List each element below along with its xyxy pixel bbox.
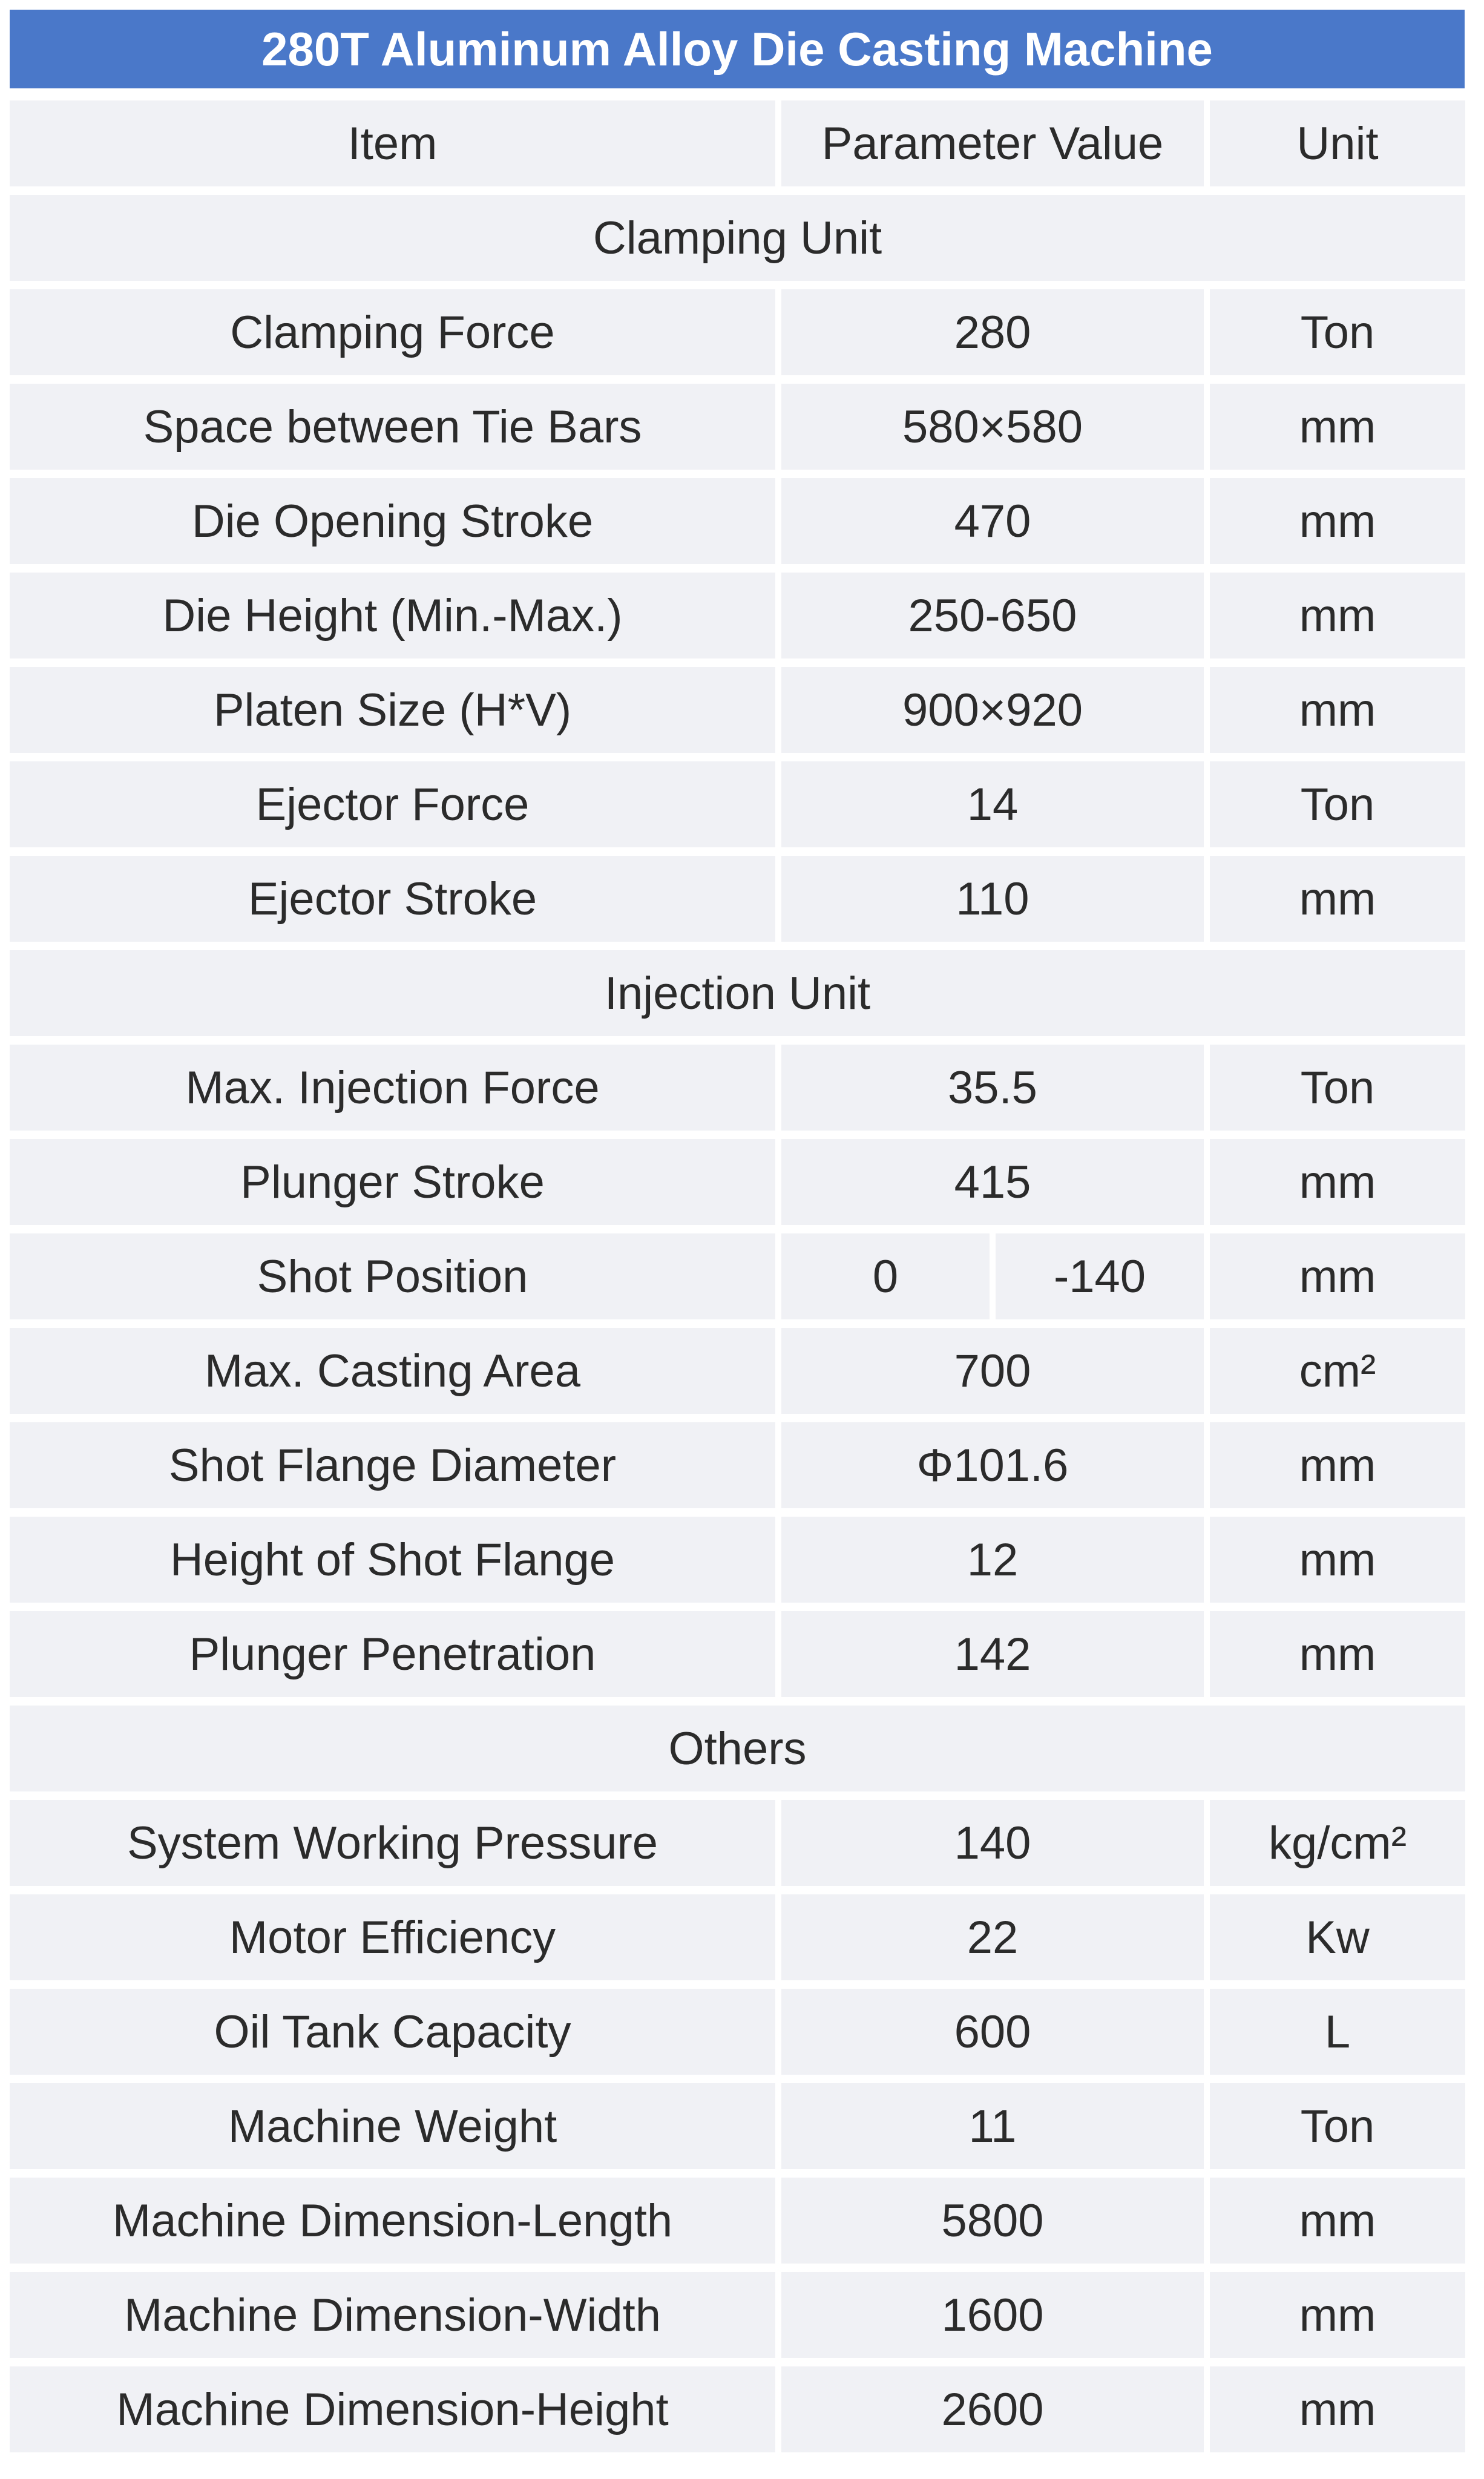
row-value: Φ101.6	[781, 1422, 1204, 1508]
row-unit: cm²	[1210, 1328, 1465, 1414]
row-unit: mm	[1210, 1422, 1465, 1508]
row-item: Machine Weight	[10, 2083, 775, 2169]
row-item: Machine Dimension-Width	[10, 2272, 775, 2358]
row-unit: Ton	[1210, 289, 1465, 375]
row-value: 5800	[781, 2178, 1204, 2264]
row-item: Die Opening Stroke	[10, 478, 775, 564]
spec-sheet	[10, 10, 1465, 2452]
spec-table	[10, 100, 1465, 2452]
row-unit: L	[1210, 1989, 1465, 2075]
header-item: Item	[10, 100, 775, 186]
row-item: Ejector Force	[10, 761, 775, 847]
row-value: 250-650	[781, 573, 1204, 658]
header-parameter-value: Parameter Value	[781, 100, 1204, 186]
row-item: Plunger Stroke	[10, 1139, 775, 1225]
header-unit: Unit	[1210, 100, 1465, 186]
row-unit: mm	[1210, 2366, 1465, 2452]
row-value: 2600	[781, 2366, 1204, 2452]
row-unit: mm	[1210, 2272, 1465, 2358]
row-item: Space between Tie Bars	[10, 384, 775, 470]
row-item: System Working Pressure	[10, 1800, 775, 1886]
row-unit: mm	[1210, 667, 1465, 753]
row-unit: mm	[1210, 1139, 1465, 1225]
row-unit: mm	[1210, 573, 1465, 658]
row-value: 900×920	[781, 667, 1204, 753]
row-value: 14	[781, 761, 1204, 847]
row-unit: mm	[1210, 478, 1465, 564]
row-unit: mm	[1210, 1611, 1465, 1697]
row-value: 11	[781, 2083, 1204, 2169]
row-item: Max. Injection Force	[10, 1045, 775, 1131]
row-unit: Kw	[1210, 1894, 1465, 1980]
row-item: Machine Dimension-Length	[10, 2178, 775, 2264]
row-item: Motor Efficiency	[10, 1894, 775, 1980]
row-item: Plunger Penetration	[10, 1611, 775, 1697]
row-value: 22	[781, 1894, 1204, 1980]
section-others: Others	[10, 1706, 1465, 1791]
row-value: 35.5	[781, 1045, 1204, 1131]
row-item: Height of Shot Flange	[10, 1517, 775, 1603]
row-item: Machine Dimension-Height	[10, 2366, 775, 2452]
row-item: Shot Flange Diameter	[10, 1422, 775, 1508]
shot-position-values	[781, 1233, 1204, 1319]
row-value: 140	[781, 1800, 1204, 1886]
row-unit: mm	[1210, 1517, 1465, 1603]
row-unit: Ton	[1210, 761, 1465, 847]
row-item: Oil Tank Capacity	[10, 1989, 775, 2075]
row-unit: mm	[1210, 384, 1465, 470]
row-value: 110	[781, 856, 1204, 942]
table-title: 280T Aluminum Alloy Die Casting Machine	[10, 10, 1465, 88]
row-value: 415	[781, 1139, 1204, 1225]
row-value: 142	[781, 1611, 1204, 1697]
row-unit: kg/cm²	[1210, 1800, 1465, 1886]
row-value: 12	[781, 1517, 1204, 1603]
row-item: Max. Casting Area	[10, 1328, 775, 1414]
row-unit: mm	[1210, 856, 1465, 942]
row-unit: mm	[1210, 2178, 1465, 2264]
row-item: Ejector Stroke	[10, 856, 775, 942]
row-unit: Ton	[1210, 2083, 1465, 2169]
row-value: 1600	[781, 2272, 1204, 2358]
row-unit: mm	[1210, 1233, 1465, 1319]
row-value-b: -140	[996, 1233, 1204, 1319]
row-value: 280	[781, 289, 1204, 375]
row-value: 600	[781, 1989, 1204, 2075]
row-value: 700	[781, 1328, 1204, 1414]
row-value: 470	[781, 478, 1204, 564]
row-item: Shot Position	[10, 1233, 775, 1319]
row-item: Platen Size (H*V)	[10, 667, 775, 753]
row-unit: Ton	[1210, 1045, 1465, 1131]
section-clamping-unit: Clamping Unit	[10, 195, 1465, 281]
row-value-a: 0	[781, 1233, 990, 1319]
section-injection-unit: Injection Unit	[10, 950, 1465, 1036]
row-item: Clamping Force	[10, 289, 775, 375]
row-item: Die Height (Min.-Max.)	[10, 573, 775, 658]
row-value: 580×580	[781, 384, 1204, 470]
